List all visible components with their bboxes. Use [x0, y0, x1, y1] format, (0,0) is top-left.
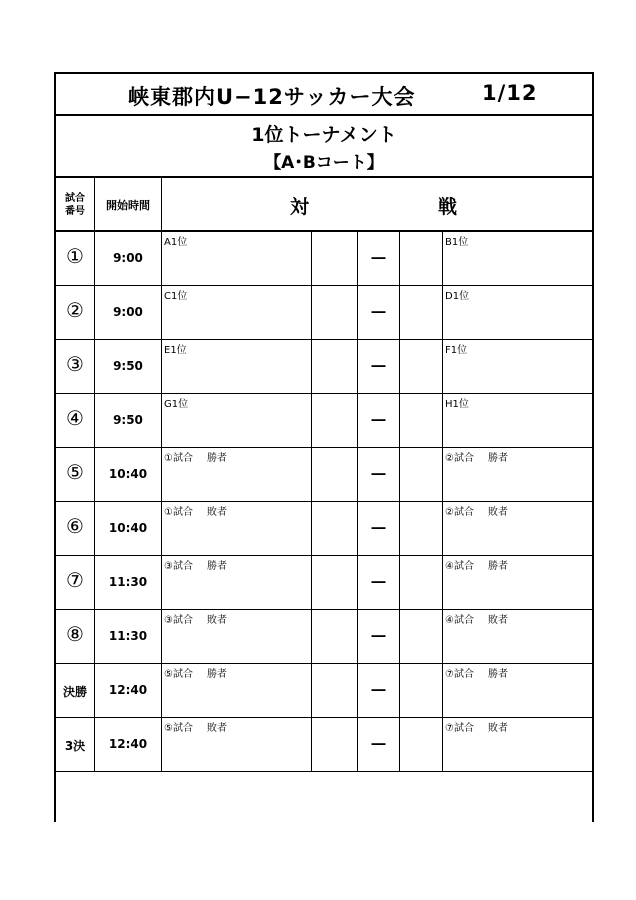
score2-cell[interactable] [400, 448, 443, 501]
match-number: ⑤ [56, 448, 95, 501]
score2-cell[interactable] [400, 394, 443, 447]
team2-cell [443, 286, 594, 339]
page-title: 峡東郡内U−12サッカー大会 [128, 85, 416, 109]
team2-cell [443, 664, 594, 717]
score1-cell[interactable] [312, 718, 358, 771]
match-row [56, 394, 592, 448]
team2-source: ②試合 [445, 507, 474, 518]
team1-cell [162, 664, 312, 717]
match-row [56, 286, 592, 340]
team1-name: E1位 [164, 345, 187, 356]
header-row [56, 178, 592, 232]
team1-source: ⑤試合 [164, 669, 193, 680]
team1-result: 敗者 [206, 615, 227, 626]
team1-cell [162, 448, 312, 501]
team2-cell [443, 448, 594, 501]
team2-result: 勝者 [487, 453, 508, 464]
team1-source: ③試合 [164, 561, 193, 572]
team1-source: ①試合 [164, 507, 193, 518]
empty-row [56, 614, 592, 666]
event-date: 1/12 [482, 81, 538, 105]
score2-cell[interactable] [400, 718, 443, 771]
start-time: 9:50 [95, 340, 162, 393]
team2-name: D1位 [445, 291, 470, 302]
match-number: ⑥ [56, 502, 95, 555]
empty-cell-time [95, 614, 162, 666]
match-no-header [56, 178, 95, 230]
start-time-header: 開始時間 [95, 178, 162, 230]
team2-result: 敗者 [487, 507, 508, 518]
score1-cell[interactable] [312, 664, 358, 717]
team2-cell [443, 340, 594, 393]
team1-source: ①試合 [164, 453, 193, 464]
title-row [56, 74, 592, 116]
team2-name: H1位 [445, 399, 469, 410]
team1-cell [162, 556, 312, 609]
start-time: 12:40 [95, 664, 162, 717]
start-time: 11:30 [95, 556, 162, 609]
start-time: 9:00 [95, 232, 162, 285]
match-number: ② [56, 286, 95, 339]
score1-cell[interactable] [312, 502, 358, 555]
score1-cell[interactable] [312, 232, 358, 285]
score1-cell[interactable] [312, 286, 358, 339]
versus-dash: ― [358, 718, 400, 771]
match-row [56, 664, 592, 718]
team2-cell [443, 394, 594, 447]
team2-source: ②試合 [445, 453, 474, 464]
team1-source: ⑤試合 [164, 723, 193, 734]
empty-cell-score1 [312, 614, 358, 666]
team2-source: ④試合 [445, 561, 474, 572]
team1-result: 敗者 [206, 723, 227, 734]
match-row [56, 502, 592, 556]
team2-result: 敗者 [487, 615, 508, 626]
start-time: 12:40 [95, 718, 162, 771]
match-number: ⑧ [56, 610, 95, 663]
versus-dash: ― [358, 340, 400, 393]
team2-result: 勝者 [487, 561, 508, 572]
versus-dash: ― [358, 232, 400, 285]
versus-dash: ― [358, 610, 400, 663]
start-time: 11:30 [95, 610, 162, 663]
team1-source: ③試合 [164, 615, 193, 626]
team2-source: ⑦試合 [445, 669, 474, 680]
score2-cell[interactable] [400, 232, 443, 285]
vs-header-left: 対 [290, 196, 310, 218]
score2-cell[interactable] [400, 556, 443, 609]
versus-dash: ― [358, 448, 400, 501]
empty-cell-no [56, 614, 95, 666]
versus-dash: ― [358, 394, 400, 447]
empty-cell-team1 [162, 614, 312, 666]
match-number: 3決 [56, 718, 95, 771]
team2-cell [443, 556, 594, 609]
schedule-sheet [54, 72, 594, 822]
vs-header-right: 戦 [438, 196, 458, 218]
match-number: ④ [56, 394, 95, 447]
match-row [56, 448, 592, 502]
team2-source: ④試合 [445, 615, 474, 626]
score1-cell[interactable] [312, 394, 358, 447]
court-label: 【A･Bコート】 [264, 153, 384, 173]
match-no-header-line2: 番号 [65, 206, 85, 217]
score1-cell[interactable] [312, 340, 358, 393]
versus-dash: ― [358, 664, 400, 717]
team1-name: C1位 [164, 291, 188, 302]
team2-cell [443, 502, 594, 555]
match-no-header-line1: 試合 [65, 193, 85, 204]
empty-cell-team2 [443, 614, 594, 666]
team2-result: 勝者 [487, 669, 508, 680]
score1-cell[interactable] [312, 448, 358, 501]
start-time: 9:00 [95, 286, 162, 339]
team1-cell [162, 502, 312, 555]
empty-cell-dash [358, 614, 400, 666]
start-time: 9:50 [95, 394, 162, 447]
score1-cell[interactable] [312, 556, 358, 609]
score2-cell[interactable] [400, 664, 443, 717]
team2-result: 敗者 [487, 723, 508, 734]
team1-name: G1位 [164, 399, 189, 410]
match-row [56, 232, 592, 286]
match-row [56, 718, 592, 772]
team1-cell [162, 340, 312, 393]
team1-result: 勝者 [206, 561, 227, 572]
start-time: 10:40 [95, 448, 162, 501]
versus-dash: ― [358, 502, 400, 555]
team1-cell [162, 286, 312, 339]
team2-name: F1位 [445, 345, 468, 356]
team1-cell [162, 394, 312, 447]
match-number: 決勝 [56, 664, 95, 717]
team2-source: ⑦試合 [445, 723, 474, 734]
versus-dash: ― [358, 556, 400, 609]
match-number: ③ [56, 340, 95, 393]
score2-cell[interactable] [400, 340, 443, 393]
score2-cell[interactable] [400, 502, 443, 555]
team1-result: 勝者 [206, 453, 227, 464]
match-number: ① [56, 232, 95, 285]
team1-result: 敗者 [206, 507, 227, 518]
team1-result: 勝者 [206, 669, 227, 680]
tournament-name: 1位トーナメント [251, 124, 397, 146]
team1-cell [162, 718, 312, 771]
score2-cell[interactable] [400, 286, 443, 339]
team1-name: A1位 [164, 237, 188, 248]
team1-cell [162, 232, 312, 285]
team2-name: B1位 [445, 237, 469, 248]
subtitle-row [56, 116, 592, 178]
team2-cell [443, 718, 594, 771]
empty-cell-score2 [400, 614, 443, 666]
team2-cell [443, 232, 594, 285]
match-row [56, 340, 592, 394]
match-row [56, 556, 592, 610]
match-number: ⑦ [56, 556, 95, 609]
start-time: 10:40 [95, 502, 162, 555]
versus-dash: ― [358, 286, 400, 339]
